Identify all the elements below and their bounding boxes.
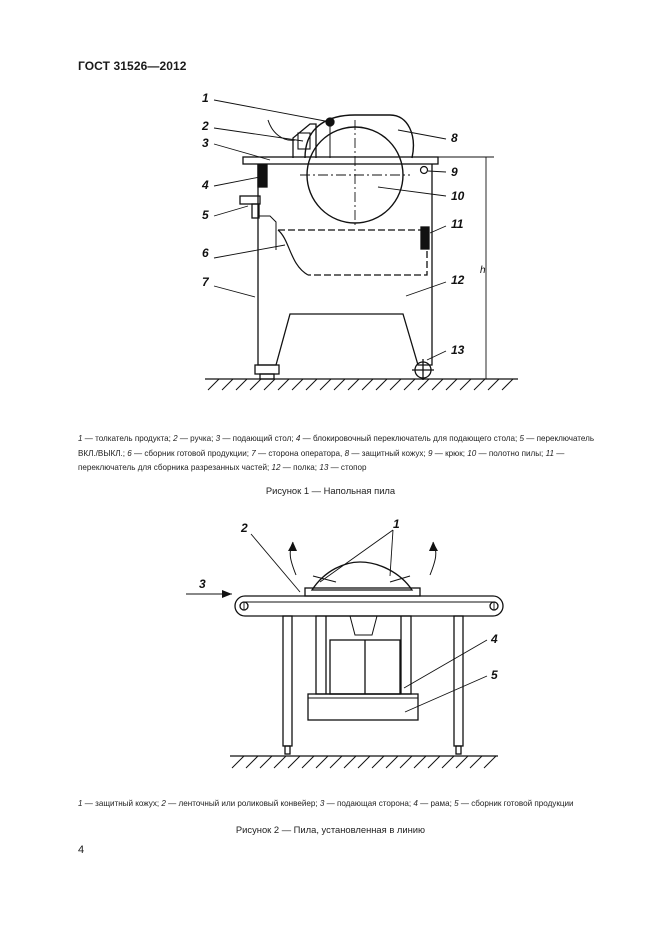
onoff-switch xyxy=(240,196,260,204)
fig1-label-4: 4 xyxy=(202,178,209,192)
fig1-label-6: 6 xyxy=(202,246,209,260)
fig1-label-1: 1 xyxy=(202,91,209,105)
figure-2-title: Рисунок 2 — Пила, установленная в линию xyxy=(235,824,426,835)
sort-switch xyxy=(421,227,429,249)
fig2-label-5: 5 xyxy=(491,668,498,682)
guard-dome xyxy=(312,562,412,590)
fig1-label-11: 11 xyxy=(451,217,464,231)
figure-2-drawing xyxy=(0,515,661,777)
leg-right xyxy=(454,616,463,746)
fig1-label-2: 2 xyxy=(202,119,209,133)
figure-2-labels xyxy=(199,517,498,682)
page-number: 4 xyxy=(78,844,85,856)
fig1-label-8: 8 xyxy=(451,131,458,145)
fig1-label-13: 13 xyxy=(451,343,465,357)
fig1-label-7: 7 xyxy=(202,275,209,289)
fig1-label-5: 5 xyxy=(202,208,209,222)
hook xyxy=(421,167,428,174)
figure-1-labels xyxy=(201,91,486,357)
leader-lines-2 xyxy=(251,530,487,712)
conveyor-belt xyxy=(235,596,503,616)
machine-frame xyxy=(258,164,432,365)
feed-table xyxy=(243,157,438,164)
ground-hatch-2 xyxy=(232,756,496,768)
fig2-label-2: 2 xyxy=(241,521,248,535)
fig2-label-4: 4 xyxy=(491,632,498,646)
leg-left xyxy=(283,616,292,746)
interlock-switch xyxy=(258,165,267,187)
fig1-label-12: 12 xyxy=(451,273,465,287)
figure-1-drawing xyxy=(0,80,661,400)
fig1-label-10: 10 xyxy=(451,189,465,203)
figure-1-title: Рисунок 1 — Напольная пила xyxy=(265,485,396,496)
figure-1-legend: 1 — толкатель продукта; 2 — ручка; 3 — подающий стол; 4 — блокировочный переключатель для подающего стола; 5 — переключатель ВКЛ./ВЫКЛ.; 6 — сборник готовой продукции; 7 — сторона оператора, 8 — защитный кожух; 9 — крюк; 10 — полотно пилы; 11 — переключатель для сборника разрезанных частей; 12 — полка; 13 — стопор xyxy=(78,434,595,472)
fig2-label-3: 3 xyxy=(199,577,206,591)
fig1-label-3: 3 xyxy=(202,136,209,150)
figure-2-legend: 1 — защитный кожух; 2 — ленточный или роликовый конвейер; 3 — подающая сторона; 4 — рама; 5 — сборник готовой продукции xyxy=(78,799,574,808)
fig1-label-9: 9 xyxy=(451,165,458,179)
foot-left xyxy=(255,365,279,374)
standard-header: ГОСТ 31526—2012 xyxy=(78,59,187,73)
fig2-label-1: 1 xyxy=(393,517,400,531)
ground-hatch xyxy=(208,379,513,390)
fig1-dim-h: h xyxy=(480,265,486,276)
